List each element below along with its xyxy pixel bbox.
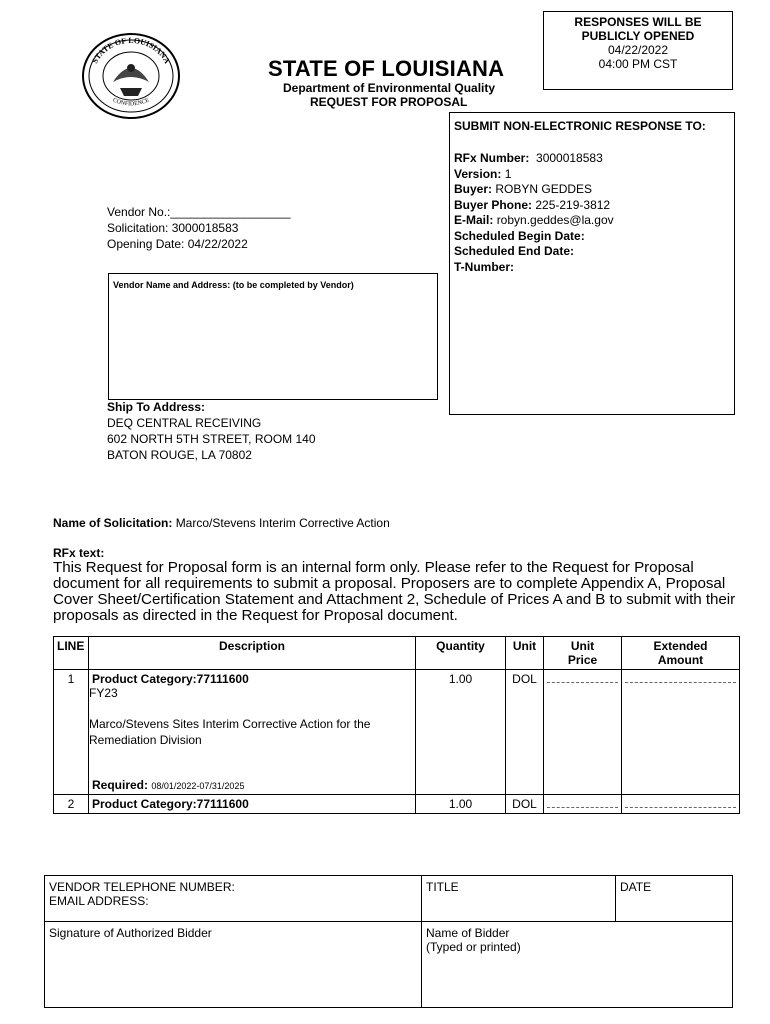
form-type-title: REQUEST FOR PROPOSAL [310,95,468,109]
scheduled-begin-label: Scheduled Begin Date: [454,228,585,243]
date-cell[interactable] [616,876,733,922]
vendor-contact-cell[interactable] [45,876,422,922]
header-description: Description [89,637,416,670]
solicitation-name-value: Marco/Stevens Interim Corrective Action [175,516,390,530]
department-title: Department of Environmental Quality [283,81,496,95]
opening-notice-line2: PUBLICLY OPENED [581,29,695,43]
header-unit: Unit [506,637,544,670]
header-unit-price: Unit Price [544,637,622,670]
version-value: 1 [504,166,512,181]
row-desc-text: Marco/Stevens Sites Interim Corrective Action for the Remediation Division [89,717,371,747]
seal-text-top: STATE OF LOUISIANA [90,35,172,65]
state-title: STATE OF LOUISIANA [268,56,505,81]
vendor-name-address-box[interactable] [108,273,438,400]
row-fy: FY23 [89,686,118,700]
svg-text:CONFIDENCE [112,97,151,107]
title-label: TITLE [426,880,459,894]
opening-notice-line1: RESPONSES WILL BE [574,15,702,29]
title-cell[interactable] [422,876,616,922]
opening-time: 04:00 PM CST [598,57,678,71]
ship-to-title: Ship To Address: [107,400,206,414]
row-unit-price-field[interactable] [544,795,622,814]
ship-to-line3: BATON ROUGE, LA 70802 [107,448,252,462]
opening-notice-box [543,11,733,90]
line-items-table [53,636,740,814]
row-required-label: Required: [92,778,149,792]
header-extended-amount: Extended Amount [622,637,740,670]
svg-text:STATE OF LOUISIANA [90,36,172,65]
signature-table [44,875,733,1008]
row-unit-price-field[interactable] [544,670,622,795]
vendor-number: Vendor No.:__________________ [107,205,291,219]
version-row: Version: 1 [454,166,512,181]
seal-text-bottom: CONFIDENCE [111,97,151,108]
row-quantity: 1.00 [416,670,506,795]
scheduled-end-label: Scheduled End Date: [454,244,575,258]
row-category: Product Category:77111600 [89,795,416,814]
header-line: LINE [54,637,89,670]
vendor-email-label: EMAIL ADDRESS: [49,894,149,908]
buyer-phone-value: 225-219-3812 [535,197,611,212]
signature-label: Signature of Authorized Bidder [49,926,212,940]
rfx-text-body: This Request for Proposal form is an internal form only. Please refer to the Request for Proposal document for all requirements to submit a proposal. Proposers are to complete Appendix A, Proposal Cover Sheet/Certification Statement and Attachment 2, Schedule of Prices A and B to submit with their proposals as directed in the Request for Proposal document. [53,559,736,624]
opening-date-text: Opening Date: 04/22/2022 [107,237,248,251]
ship-to-line1: DEQ CENTRAL RECEIVING [107,416,262,430]
solicitation-number: Solicitation: 3000018583 [107,221,239,235]
buyer-row: Buyer: ROBYN GEDDES [454,182,593,196]
row-extended-amount-field[interactable] [622,795,740,814]
rfx-text-label: RFx text: [53,546,105,560]
bidder-name-cell[interactable] [422,922,733,1008]
buyer-value: ROBYN GEDDES [495,182,593,196]
table-header-row [54,637,740,670]
date-label: DATE [620,880,652,894]
buyer-phone-row: Buyer Phone: 225-219-3812 [454,197,611,212]
row-description [89,670,416,795]
t-number-label: T-Number: [454,259,514,274]
table-row [54,795,740,814]
row-extended-amount-field[interactable] [622,670,740,795]
ship-to-line2: 602 NORTH 5TH STREET, ROOM 140 [107,432,316,446]
header-quantity: Quantity [416,637,506,670]
row-line-number: 1 [54,670,89,795]
row-required-value: 08/01/2022-07/31/2025 [151,781,245,791]
row-category: Product Category:77111600 [92,672,249,686]
state-seal-logo [80,32,182,124]
vendor-phone-label: VENDOR TELEPHONE NUMBER: [49,880,235,894]
email-value: robyn.geddes@la.gov [496,213,614,227]
opening-date: 04/22/2022 [607,43,669,57]
rfx-number-value: 3000018583 [536,151,603,165]
solicitation-name-row: Name of Solicitation: Marco/Stevens Interim Corrective Action [53,516,390,530]
row-quantity: 1.00 [416,795,506,814]
bidder-name-sublabel: (Typed or printed) [426,940,521,954]
row-unit: DOL [506,670,544,795]
table-row [54,670,740,795]
bidder-name-label: Name of Bidder [426,926,510,940]
row-line-number: 2 [54,795,89,814]
email-row: E-Mail: robyn.geddes@la.gov [454,213,614,227]
submit-response-box [449,112,735,415]
signature-cell[interactable] [45,922,422,1008]
vendor-box-label: Vendor Name and Address: (to be completed by Vendor) [113,280,354,290]
rfx-number-row: RFx Number: 3000018583 [454,151,603,165]
row-unit: DOL [506,795,544,814]
submit-box-title: SUBMIT NON-ELECTRONIC RESPONSE TO: [454,119,706,133]
